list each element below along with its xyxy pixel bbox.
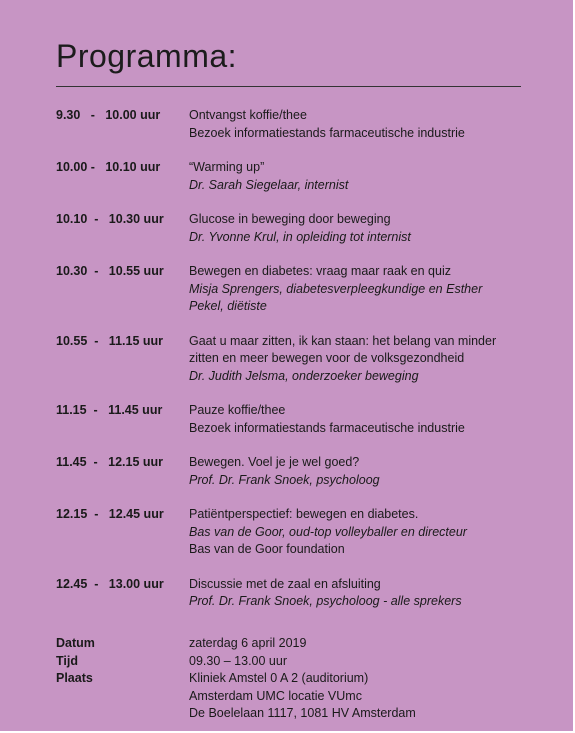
event-info-values <box>189 635 416 723</box>
session-topic: Bezoek informatiestands farmaceutische industrie <box>189 125 465 140</box>
session-list <box>56 107 526 611</box>
session-description <box>189 211 526 246</box>
session-speaker: Dr. Sarah Siegelaar, internist <box>189 177 349 192</box>
session-topic: Bewegen en diabetes: vraag maar raak en quiz <box>189 264 451 278</box>
session-time: 11.15 - 11.45 uur <box>56 403 163 417</box>
info-value: Kliniek Amstel 0 A 2 (auditorium) <box>189 671 369 685</box>
program-session <box>56 506 526 559</box>
session-time: 12.45 - 13.00 uur <box>56 576 164 591</box>
program-session <box>56 159 526 194</box>
session-description <box>189 576 526 611</box>
session-speaker: Dr. Judith Jelsma, onderzoeker beweging <box>189 368 419 383</box>
program-session <box>56 402 526 437</box>
session-speaker: Prof. Dr. Frank Snoek, psycholoog <box>189 472 380 487</box>
event-info-labels <box>56 635 189 723</box>
session-topic: Discussie met de zaal en afsluiting <box>189 576 381 591</box>
session-speaker: Dr. Yvonne Krul, in opleiding tot internist <box>189 229 411 244</box>
session-description <box>189 454 526 489</box>
info-value: Amsterdam UMC locatie VUmc <box>189 688 362 703</box>
info-label: Tijd <box>56 653 78 668</box>
session-description <box>189 402 526 437</box>
title-divider <box>56 86 521 87</box>
session-speaker: Prof. Dr. Frank Snoek, psycholoog - alle sprekers <box>189 594 462 608</box>
session-time: 10.30 - 10.55 uur <box>56 264 164 278</box>
session-topic: zitten en meer bewegen voor de volksgezondheid <box>189 351 465 365</box>
program-session <box>56 576 526 611</box>
session-time: 9.30 - 10.00 uur <box>56 108 161 122</box>
program-session <box>56 107 526 142</box>
session-speaker: Pekel, diëtiste <box>189 299 267 313</box>
session-topic: Pauze koffie/thee <box>189 403 286 417</box>
session-topic: Gaat u maar zitten, ik kan staan: het belang van minder <box>189 333 497 348</box>
info-value: 09.30 – 13.00 uur <box>189 653 287 668</box>
event-info <box>56 635 416 723</box>
session-topic: Bewegen. Voel je je wel goed? <box>189 455 360 469</box>
session-topic: Patiëntperspectief: bewegen en diabetes. <box>189 507 419 521</box>
info-value: zaterdag 6 april 2019 <box>189 636 307 650</box>
program-session <box>56 333 526 386</box>
session-description <box>189 333 526 386</box>
session-topic: Glucose in beweging door beweging <box>189 212 391 226</box>
info-value: De Boelelaan 1117, 1081 HV Amsterdam <box>189 706 416 720</box>
info-label: Datum <box>56 636 95 650</box>
session-speaker: Bas van de Goor, oud-top volleyballer en directeur <box>189 524 467 539</box>
session-topic: Bas van de Goor foundation <box>189 542 345 556</box>
program-session <box>56 454 526 489</box>
session-topic: Ontvangst koffie/thee <box>189 108 307 122</box>
session-topic: Bezoek informatiestands farmaceutische industrie <box>189 420 465 435</box>
program-session <box>56 263 526 316</box>
session-topic: “Warming up” <box>189 160 265 174</box>
session-time: 10.55 - 11.15 uur <box>56 333 164 348</box>
session-description <box>189 159 526 194</box>
session-time: 10.10 - 10.30 uur <box>56 212 164 226</box>
session-time: 12.15 - 12.45 uur <box>56 507 164 521</box>
session-time: 10.00 - 10.10 uur <box>56 160 161 174</box>
info-label: Plaats <box>56 671 93 685</box>
session-speaker: Misja Sprengers, diabetesverpleegkundige en Esther <box>189 281 483 296</box>
program-session <box>56 211 526 246</box>
session-description <box>189 506 526 559</box>
session-description <box>189 107 526 142</box>
page-title: Programma: <box>56 38 238 74</box>
session-description <box>189 263 526 316</box>
session-time: 11.45 - 12.15 uur <box>56 455 164 469</box>
